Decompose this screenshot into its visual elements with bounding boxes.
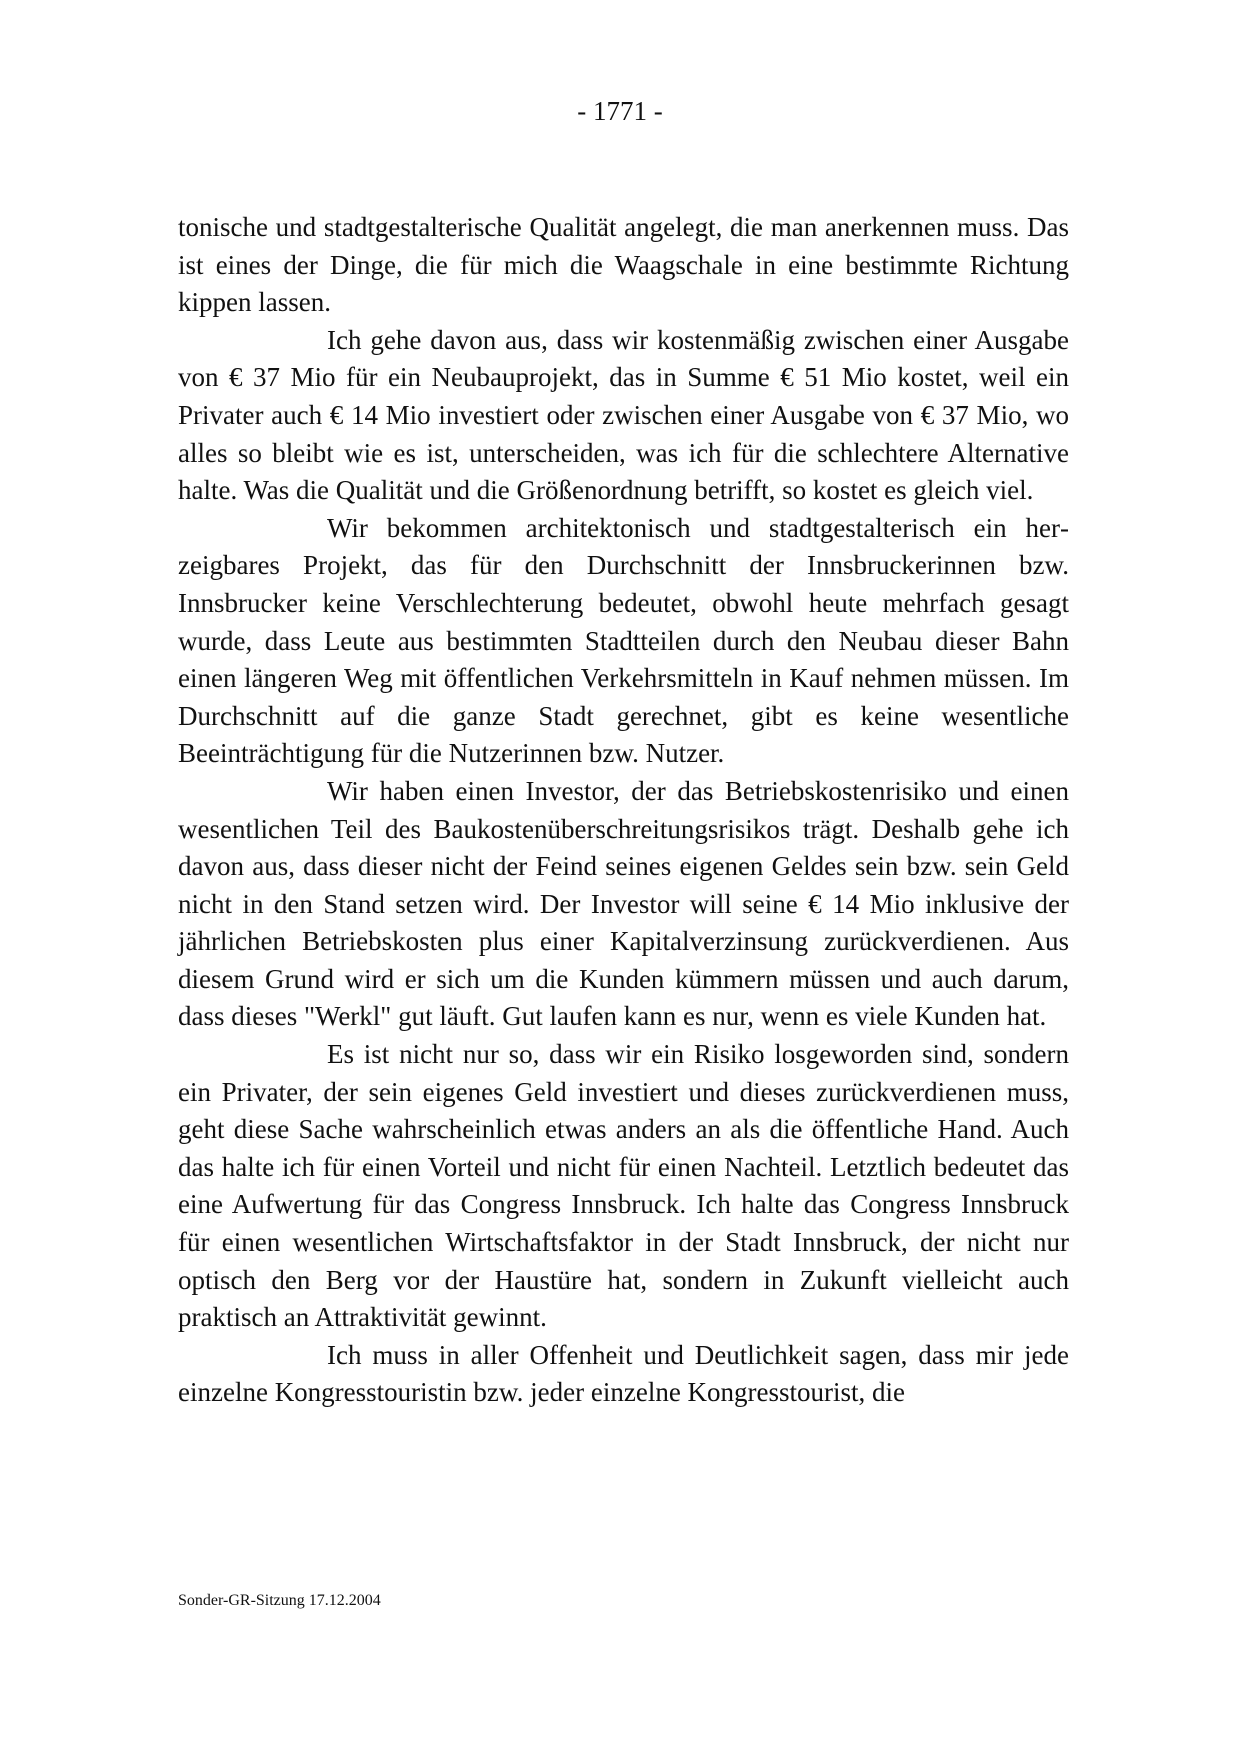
document-body — [178, 209, 1069, 1412]
paragraph-investor: Wir haben einen Investor, der das Betriebskostenrisiko und einen wesentlichen Teil des Baukostenüberschreitungsrisikos trägt. Deshalb gehe ich davon aus, dass dieser nicht der Feind seines eigenen Geldes sein bzw. sein Geld nicht in den Stand setzen wird. Der Investor will seine € 14 Mio inklusive der jährlichen Betriebskosten plus einer Kapitalverzinsung zurückverdienen. Aus diesem Grund wird er sich um die Kunden kümmern müssen und auch darum, dass dieses "Werkl" gut läuft. Gut laufen kann es nur, wenn es viele Kunden hat. — [178, 775, 1069, 1032]
paragraph-cost-comparison: Ich gehe davon aus, dass wir kostenmäßig zwischen einer Ausgabe von € 37 Mio für ein Neubauprojekt, das in Summe € 51 Mio kostet, weil ein Privater auch € 14 Mio investiert oder zwischen einer Ausgabe von € 37 Mio, wo alles so bleibt wie es ist, unterscheiden, was ich für die schlechtere Alternative halte. Was die Qualität und die Größenordnung betrifft, so kostet es gleich viel. — [178, 324, 1069, 506]
paragraph-private-risk: Es ist nicht nur so, dass wir ein Risiko losgeworden sind, sondern ein Privater, der sein eigenes Geld investiert und dieses zurückverdienen muss, geht diese Sache wahrscheinlich etwas anders an als die öffentliche Hand. Auch das halte ich für einen Vorteil und nicht für einen Nachteil. Letztlich bedeutet das eine Aufwertung für das Congress Innsbruck. Ich halte das Congress Innsbruck für einen wesentlichen Wirtschaftsfaktor in der Stadt Innsbruck, der nicht nur optisch den Berg vor der Haustüre hat, sondern in Zukunft vielleicht auch praktisch an Attraktivität gewinnt. — [178, 1039, 1069, 1333]
paragraph-project-quality: Wir bekommen architektonisch und stadtgestalterisch ein herzeigbares Projekt, das für den Durchschnitt der Innsbruckerinnen bzw. Innsbrucker keine Verschlechterung bedeutet, obwohl heute mehrfach gesagt wurde, dass Leute aus bestimmten Stadtteilen durch den Neubau dieser Bahn einen längeren Weg mit öffentlichen Verkehrsmitteln in Kauf nehmen müssen. Im Durchschnitt auf die ganze Stadt gerechnet, gibt es keine wesentliche Beeinträchtigung für die Nutzerinnen bzw. Nutzer. — [178, 512, 1069, 769]
page-number: - 1771 - — [577, 96, 663, 126]
paragraph-continuation: tonische und stadtgestalterische Qualität angelegt, die man anerkennen muss. Das ist eines der Dinge, die für mich die Waagschale in eine bestimmte Richtung kippen lassen. — [178, 212, 1069, 318]
paragraph-congress-tourists: Ich muss in aller Offenheit und Deutlichkeit sagen, dass mir jede einzelne Kongresstouristin bzw. jeder einzelne Kongresstourist, die — [178, 1339, 1069, 1408]
footer-session-date: Sonder-GR-Sitzung 17.12.2004 — [178, 1592, 381, 1609]
